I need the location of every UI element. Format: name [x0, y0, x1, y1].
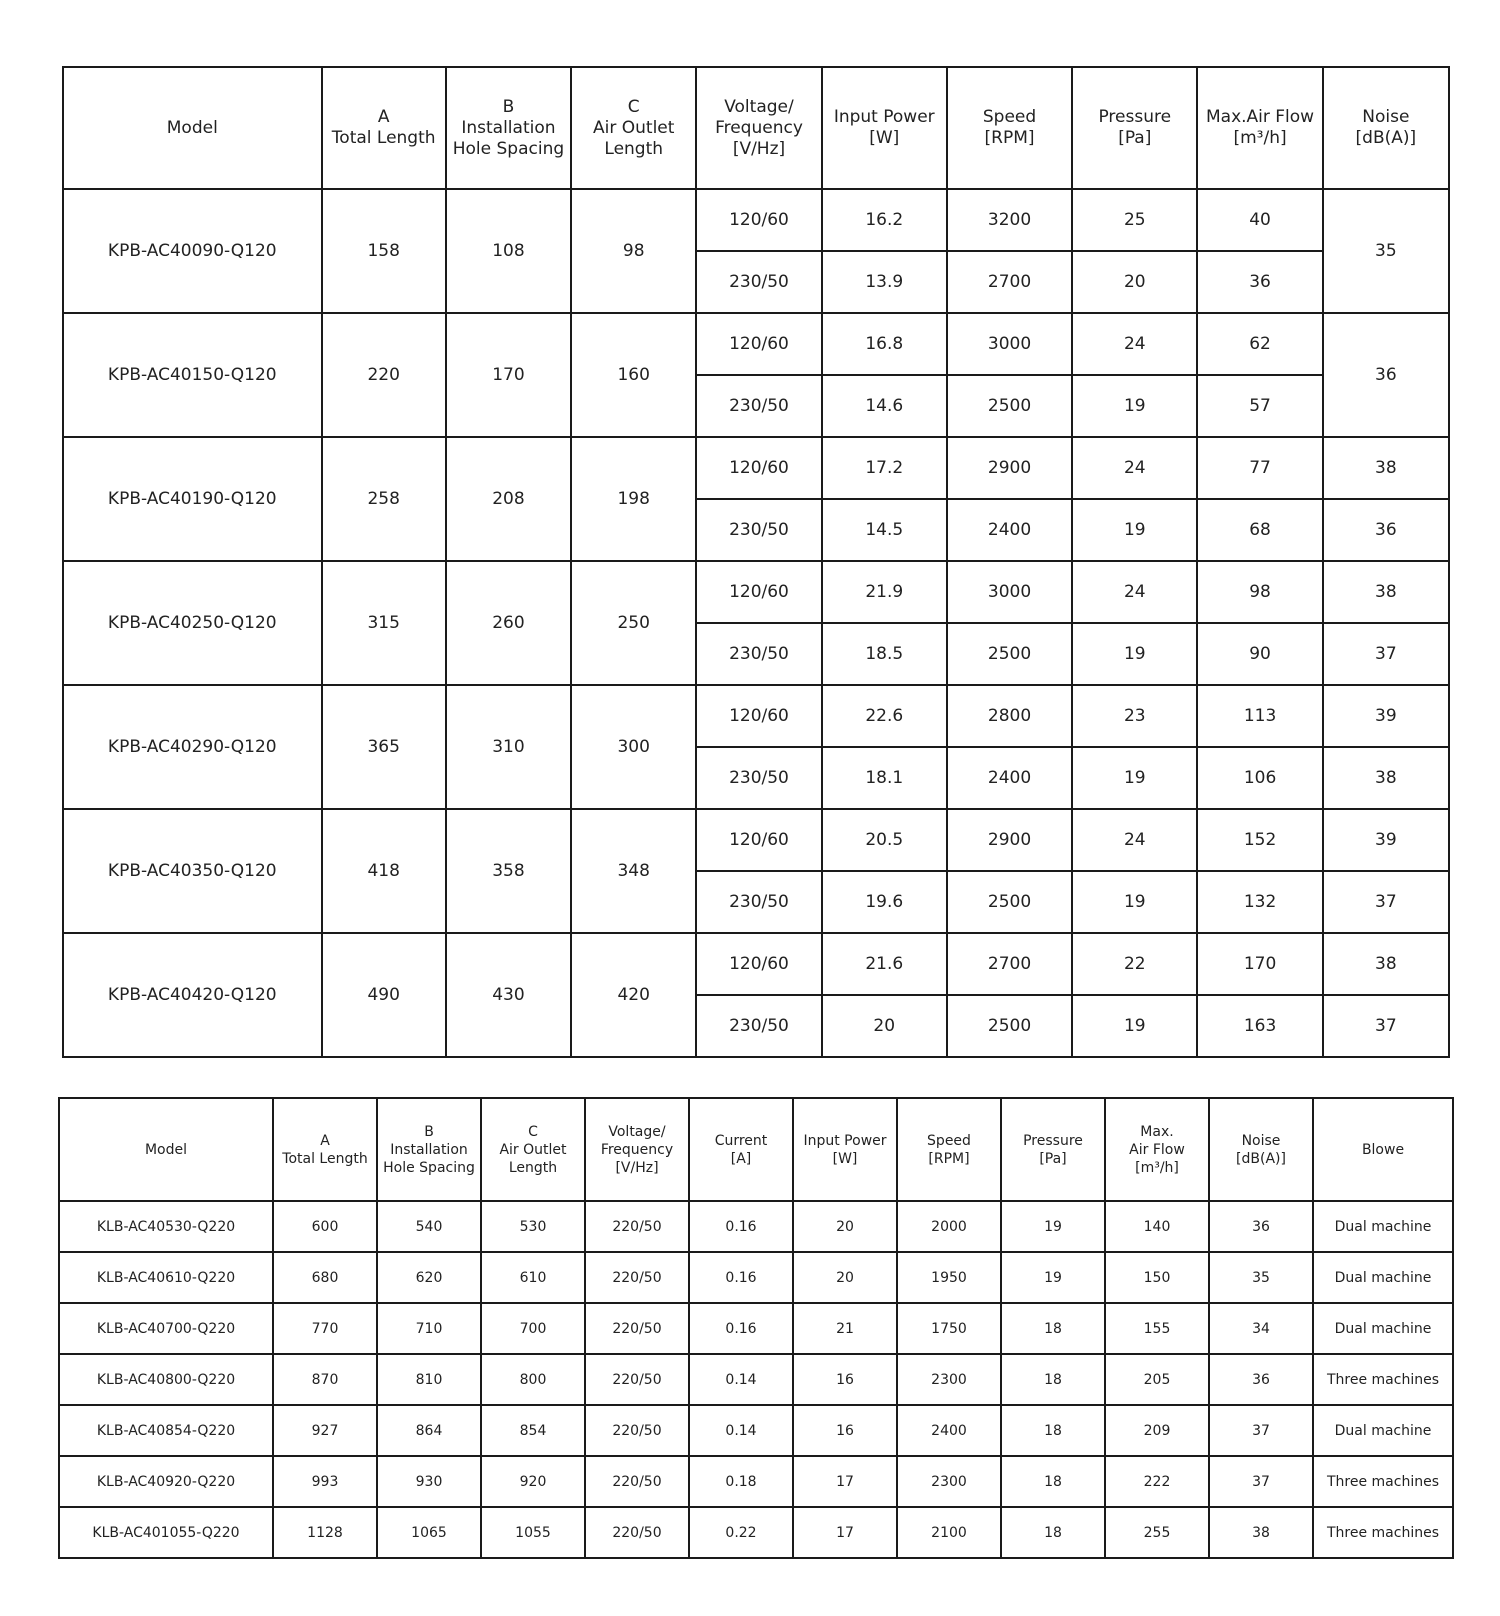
header-line: [dB(A)] — [1236, 1150, 1286, 1167]
voltage-cell: 230/50 — [696, 251, 821, 313]
header-line: [dB(A)] — [1355, 128, 1417, 148]
voltage-cell: 220/50 — [585, 1354, 689, 1405]
model-cell: KPB-AC40150-Q120 — [63, 313, 322, 437]
input-power-cell: 16 — [793, 1354, 897, 1405]
model-cell: KPB-AC40350-Q120 — [63, 809, 322, 933]
noise-cell: 36 — [1323, 313, 1449, 437]
air-flow-cell: 57 — [1197, 375, 1322, 437]
header-line: Total Length — [282, 1150, 368, 1167]
header-line: [Pa] — [1039, 1150, 1067, 1167]
column-header — [1197, 67, 1322, 189]
column-header — [947, 67, 1072, 189]
speed-cell: 2800 — [947, 685, 1072, 747]
table-row — [63, 933, 1449, 995]
pressure-cell: 24 — [1072, 809, 1197, 871]
table-row — [59, 1354, 1453, 1405]
total-length-cell: 680 — [273, 1252, 377, 1303]
table-row — [59, 1252, 1453, 1303]
pressure-cell: 24 — [1072, 437, 1197, 499]
outlet-length-cell: 1055 — [481, 1507, 585, 1558]
pressure-cell: 19 — [1001, 1201, 1105, 1252]
air-flow-cell: 150 — [1105, 1252, 1209, 1303]
header-line: Length — [604, 138, 664, 159]
header-line: Speed — [982, 107, 1037, 127]
header-line: [W] — [869, 128, 900, 148]
voltage-cell: 220/50 — [585, 1201, 689, 1252]
blower-cell: Dual machine — [1313, 1201, 1453, 1252]
hole-spacing-cell: 930 — [377, 1456, 481, 1507]
pressure-cell: 19 — [1001, 1252, 1105, 1303]
air-flow-cell: 98 — [1197, 561, 1322, 623]
model-cell: KLB-AC40800-Q220 — [59, 1354, 273, 1405]
pressure-cell: 18 — [1001, 1303, 1105, 1354]
model-cell: KPB-AC40420-Q120 — [63, 933, 322, 1057]
hole-spacing-cell: 1065 — [377, 1507, 481, 1558]
noise-cell: 39 — [1323, 809, 1449, 871]
hole-spacing-cell: 430 — [446, 933, 571, 1057]
air-flow-cell: 113 — [1197, 685, 1322, 747]
column-header — [689, 1098, 793, 1201]
voltage-cell: 230/50 — [696, 747, 821, 809]
voltage-cell: 220/50 — [585, 1405, 689, 1456]
model-cell: KLB-AC40530-Q220 — [59, 1201, 273, 1252]
total-length-cell: 315 — [322, 561, 446, 685]
air-flow-cell: 163 — [1197, 995, 1322, 1057]
noise-cell: 37 — [1209, 1456, 1313, 1507]
pressure-cell: 18 — [1001, 1354, 1105, 1405]
noise-cell: 39 — [1323, 685, 1449, 747]
voltage-cell: 120/60 — [696, 933, 821, 995]
column-header — [1313, 1098, 1453, 1201]
air-flow-cell: 170 — [1197, 933, 1322, 995]
header-line: Voltage/ — [608, 1123, 666, 1140]
current-cell: 0.16 — [689, 1303, 793, 1354]
table-row — [63, 685, 1449, 747]
header-line: [RPM] — [984, 128, 1035, 148]
outlet-length-cell: 160 — [571, 313, 696, 437]
column-header — [585, 1098, 689, 1201]
header-line: Hole Spacing — [452, 138, 565, 159]
model-cell: KLB-AC40610-Q220 — [59, 1252, 273, 1303]
speed-cell: 3000 — [947, 561, 1072, 623]
hole-spacing-cell: 540 — [377, 1201, 481, 1252]
model-cell: KLB-AC40700-Q220 — [59, 1303, 273, 1354]
noise-cell: 38 — [1323, 561, 1449, 623]
pressure-cell: 19 — [1072, 871, 1197, 933]
header-line: Max. — [1140, 1123, 1174, 1140]
fan-spec-table-klb — [58, 1097, 1454, 1559]
speed-cell: 3200 — [947, 189, 1072, 251]
air-flow-cell: 255 — [1105, 1507, 1209, 1558]
input-power-cell: 16 — [793, 1405, 897, 1456]
model-cell: KLB-AC40920-Q220 — [59, 1456, 273, 1507]
air-flow-cell: 36 — [1197, 251, 1322, 313]
header-line: [A] — [730, 1150, 752, 1167]
outlet-length-cell: 854 — [481, 1405, 585, 1456]
speed-cell: 2000 — [897, 1201, 1001, 1252]
noise-cell: 36 — [1209, 1201, 1313, 1252]
header-line: Installation — [461, 117, 556, 138]
pressure-cell: 19 — [1072, 747, 1197, 809]
input-power-cell: 14.5 — [822, 499, 947, 561]
voltage-cell: 220/50 — [585, 1507, 689, 1558]
outlet-length-cell: 348 — [571, 809, 696, 933]
total-length-cell: 365 — [322, 685, 446, 809]
total-length-cell: 600 — [273, 1201, 377, 1252]
hole-spacing-cell: 170 — [446, 313, 571, 437]
input-power-cell: 14.6 — [822, 375, 947, 437]
header-line: Current — [714, 1132, 768, 1149]
input-power-cell: 21 — [793, 1303, 897, 1354]
header-line: Total Length — [331, 128, 436, 148]
header-line: Voltage/ — [724, 96, 794, 117]
input-power-cell: 22.6 — [822, 685, 947, 747]
pressure-cell: 19 — [1072, 623, 1197, 685]
header-line: Model — [144, 1141, 188, 1158]
pressure-cell: 18 — [1001, 1405, 1105, 1456]
column-header — [322, 67, 446, 189]
total-length-cell: 258 — [322, 437, 446, 561]
header-line: Max.Air Flow — [1205, 107, 1315, 127]
header-line: Air Outlet — [499, 1141, 567, 1158]
column-header — [1209, 1098, 1313, 1201]
outlet-length-cell: 920 — [481, 1456, 585, 1507]
air-flow-cell: 140 — [1105, 1201, 1209, 1252]
noise-cell: 38 — [1209, 1507, 1313, 1558]
header-line: [RPM] — [928, 1150, 970, 1167]
current-cell: 0.16 — [689, 1201, 793, 1252]
header-line: Length — [508, 1159, 558, 1176]
voltage-cell: 230/50 — [696, 499, 821, 561]
header-line: Hole Spacing — [383, 1159, 475, 1176]
outlet-length-cell: 420 — [571, 933, 696, 1057]
column-header — [63, 67, 322, 189]
voltage-cell: 120/60 — [696, 437, 821, 499]
pressure-cell: 25 — [1072, 189, 1197, 251]
speed-cell: 2100 — [897, 1507, 1001, 1558]
noise-cell: 36 — [1209, 1354, 1313, 1405]
hole-spacing-cell: 810 — [377, 1354, 481, 1405]
air-flow-cell: 132 — [1197, 871, 1322, 933]
speed-cell: 2700 — [947, 251, 1072, 313]
speed-cell: 1750 — [897, 1303, 1001, 1354]
pressure-cell: 19 — [1072, 499, 1197, 561]
speed-cell: 1950 — [897, 1252, 1001, 1303]
header-line: Frequency — [600, 1141, 674, 1158]
pressure-cell: 18 — [1001, 1456, 1105, 1507]
table-row — [63, 189, 1449, 251]
air-flow-cell: 106 — [1197, 747, 1322, 809]
input-power-cell: 21.9 — [822, 561, 947, 623]
outlet-length-cell: 198 — [571, 437, 696, 561]
blower-cell: Three machines — [1313, 1456, 1453, 1507]
column-header — [377, 1098, 481, 1201]
pressure-cell: 22 — [1072, 933, 1197, 995]
voltage-cell: 120/60 — [696, 685, 821, 747]
air-flow-cell: 155 — [1105, 1303, 1209, 1354]
hole-spacing-cell: 864 — [377, 1405, 481, 1456]
input-power-cell: 21.6 — [822, 933, 947, 995]
header-line: Input Power — [833, 107, 935, 127]
column-header — [59, 1098, 273, 1201]
voltage-cell: 120/60 — [696, 561, 821, 623]
blower-cell: Dual machine — [1313, 1405, 1453, 1456]
current-cell: 0.14 — [689, 1354, 793, 1405]
header-line: B — [502, 96, 515, 117]
column-header — [1323, 67, 1449, 189]
input-power-cell: 20 — [793, 1201, 897, 1252]
voltage-cell: 230/50 — [696, 623, 821, 685]
noise-cell: 38 — [1323, 747, 1449, 809]
current-cell: 0.16 — [689, 1252, 793, 1303]
column-header — [1105, 1098, 1209, 1201]
voltage-cell: 220/50 — [585, 1456, 689, 1507]
column-header — [273, 1098, 377, 1201]
voltage-cell: 120/60 — [696, 313, 821, 375]
pressure-cell: 20 — [1072, 251, 1197, 313]
header-line: C — [528, 1123, 538, 1140]
blower-cell: Dual machine — [1313, 1252, 1453, 1303]
noise-cell: 34 — [1209, 1303, 1313, 1354]
table-row — [59, 1507, 1453, 1558]
blower-cell: Dual machine — [1313, 1303, 1453, 1354]
column-header — [1072, 67, 1197, 189]
hole-spacing-cell: 310 — [446, 685, 571, 809]
speed-cell: 2300 — [897, 1354, 1001, 1405]
speed-cell: 2500 — [947, 623, 1072, 685]
hole-spacing-cell: 260 — [446, 561, 571, 685]
header-line: Noise — [1362, 107, 1410, 127]
noise-cell: 37 — [1323, 871, 1449, 933]
column-header — [446, 67, 571, 189]
noise-cell: 37 — [1323, 623, 1449, 685]
speed-cell: 2400 — [897, 1405, 1001, 1456]
hole-spacing-cell: 710 — [377, 1303, 481, 1354]
pressure-cell: 19 — [1072, 375, 1197, 437]
header-line: [m³/h] — [1135, 1159, 1179, 1176]
column-header — [822, 67, 947, 189]
input-power-cell: 20 — [822, 995, 947, 1057]
speed-cell: 2900 — [947, 809, 1072, 871]
table-header-row — [59, 1098, 1453, 1201]
column-header — [696, 67, 821, 189]
total-length-cell: 870 — [273, 1354, 377, 1405]
input-power-cell: 17 — [793, 1456, 897, 1507]
table-row — [59, 1303, 1453, 1354]
model-cell: KPB-AC40290-Q120 — [63, 685, 322, 809]
voltage-cell: 220/50 — [585, 1252, 689, 1303]
input-power-cell: 16.2 — [822, 189, 947, 251]
header-line: [V/Hz] — [732, 138, 786, 159]
hole-spacing-cell: 208 — [446, 437, 571, 561]
air-flow-cell: 68 — [1197, 499, 1322, 561]
header-line: Pressure — [1023, 1132, 1083, 1149]
total-length-cell: 770 — [273, 1303, 377, 1354]
table-row — [59, 1201, 1453, 1252]
air-flow-cell: 40 — [1197, 189, 1322, 251]
speed-cell: 2500 — [947, 375, 1072, 437]
pressure-cell: 18 — [1001, 1507, 1105, 1558]
outlet-length-cell: 530 — [481, 1201, 585, 1252]
pressure-cell: 24 — [1072, 561, 1197, 623]
noise-cell: 38 — [1323, 437, 1449, 499]
header-line: [m³/h] — [1233, 128, 1287, 148]
outlet-length-cell: 98 — [571, 189, 696, 313]
air-flow-cell: 152 — [1197, 809, 1322, 871]
table-row — [63, 437, 1449, 499]
current-cell: 0.22 — [689, 1507, 793, 1558]
header-line: A — [377, 107, 390, 127]
speed-cell: 2900 — [947, 437, 1072, 499]
hole-spacing-cell: 358 — [446, 809, 571, 933]
air-flow-cell: 205 — [1105, 1354, 1209, 1405]
table-row — [63, 809, 1449, 871]
blower-cell: Three machines — [1313, 1507, 1453, 1558]
speed-cell: 2500 — [947, 995, 1072, 1057]
blower-cell: Three machines — [1313, 1354, 1453, 1405]
noise-cell: 36 — [1323, 499, 1449, 561]
outlet-length-cell: 250 — [571, 561, 696, 685]
outlet-length-cell: 610 — [481, 1252, 585, 1303]
total-length-cell: 1128 — [273, 1507, 377, 1558]
voltage-cell: 220/50 — [585, 1303, 689, 1354]
header-line: Speed — [927, 1132, 971, 1149]
pressure-cell: 23 — [1072, 685, 1197, 747]
header-line: Noise — [1241, 1132, 1281, 1149]
voltage-cell: 120/60 — [696, 189, 821, 251]
table-row — [59, 1405, 1453, 1456]
voltage-cell: 230/50 — [696, 375, 821, 437]
total-length-cell: 993 — [273, 1456, 377, 1507]
header-line: Pressure — [1098, 107, 1172, 127]
input-power-cell: 20 — [793, 1252, 897, 1303]
model-cell: KPB-AC40250-Q120 — [63, 561, 322, 685]
model-cell: KLB-AC40854-Q220 — [59, 1405, 273, 1456]
header-line: [Pa] — [1118, 128, 1152, 148]
input-power-cell: 13.9 — [822, 251, 947, 313]
outlet-length-cell: 800 — [481, 1354, 585, 1405]
header-line: [V/Hz] — [615, 1159, 659, 1176]
voltage-cell: 230/50 — [696, 995, 821, 1057]
table-row — [63, 561, 1449, 623]
column-header — [571, 67, 696, 189]
noise-cell: 38 — [1323, 933, 1449, 995]
pressure-cell: 24 — [1072, 313, 1197, 375]
table-row — [59, 1456, 1453, 1507]
noise-cell: 35 — [1323, 189, 1449, 313]
total-length-cell: 927 — [273, 1405, 377, 1456]
header-line: B — [424, 1123, 434, 1140]
total-length-cell: 490 — [322, 933, 446, 1057]
model-cell: KLB-AC401055-Q220 — [59, 1507, 273, 1558]
voltage-cell: 230/50 — [696, 871, 821, 933]
column-header — [481, 1098, 585, 1201]
model-cell: KPB-AC40190-Q120 — [63, 437, 322, 561]
header-line: Model — [166, 117, 218, 138]
air-flow-cell: 209 — [1105, 1405, 1209, 1456]
model-cell: KPB-AC40090-Q120 — [63, 189, 322, 313]
speed-cell: 3000 — [947, 313, 1072, 375]
header-line: Input Power — [803, 1132, 887, 1149]
outlet-length-cell: 300 — [571, 685, 696, 809]
air-flow-cell: 77 — [1197, 437, 1322, 499]
header-line: [W] — [832, 1150, 858, 1167]
column-header — [793, 1098, 897, 1201]
input-power-cell: 17.2 — [822, 437, 947, 499]
column-header — [1001, 1098, 1105, 1201]
header-line: A — [320, 1132, 330, 1149]
header-line: C — [627, 96, 640, 117]
input-power-cell: 19.6 — [822, 871, 947, 933]
speed-cell: 2400 — [947, 747, 1072, 809]
current-cell: 0.18 — [689, 1456, 793, 1507]
air-flow-cell: 62 — [1197, 313, 1322, 375]
header-line: Blowe — [1361, 1141, 1405, 1158]
current-cell: 0.14 — [689, 1405, 793, 1456]
total-length-cell: 220 — [322, 313, 446, 437]
outlet-length-cell: 700 — [481, 1303, 585, 1354]
input-power-cell: 18.5 — [822, 623, 947, 685]
speed-cell: 2400 — [947, 499, 1072, 561]
column-header — [897, 1098, 1001, 1201]
speed-cell: 2500 — [947, 871, 1072, 933]
noise-cell: 35 — [1209, 1252, 1313, 1303]
header-line: Air Outlet — [593, 117, 675, 138]
pressure-cell: 19 — [1072, 995, 1197, 1057]
total-length-cell: 158 — [322, 189, 446, 313]
fan-spec-table-kpb — [62, 66, 1450, 1058]
header-line: Installation — [390, 1141, 468, 1158]
table-header-row — [63, 67, 1449, 189]
header-line: Frequency — [715, 117, 803, 138]
air-flow-cell: 222 — [1105, 1456, 1209, 1507]
air-flow-cell: 90 — [1197, 623, 1322, 685]
input-power-cell: 17 — [793, 1507, 897, 1558]
input-power-cell: 16.8 — [822, 313, 947, 375]
noise-cell: 37 — [1209, 1405, 1313, 1456]
input-power-cell: 18.1 — [822, 747, 947, 809]
speed-cell: 2300 — [897, 1456, 1001, 1507]
header-line: Air Flow — [1129, 1141, 1185, 1158]
noise-cell: 37 — [1323, 995, 1449, 1057]
hole-spacing-cell: 108 — [446, 189, 571, 313]
speed-cell: 2700 — [947, 933, 1072, 995]
voltage-cell: 120/60 — [696, 809, 821, 871]
table-row — [63, 313, 1449, 375]
hole-spacing-cell: 620 — [377, 1252, 481, 1303]
input-power-cell: 20.5 — [822, 809, 947, 871]
total-length-cell: 418 — [322, 809, 446, 933]
